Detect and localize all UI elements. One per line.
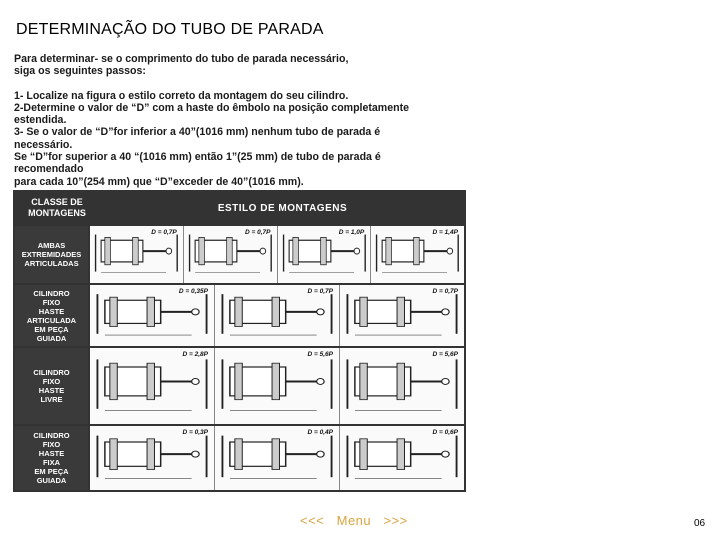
cylinder-illustration	[90, 348, 214, 424]
row-label: CILINDRO FIXO HASTE LIVRE	[15, 348, 88, 424]
stop-tube-formula: D = 5,6P	[307, 351, 333, 358]
mounting-diagram	[215, 285, 340, 346]
instruction-line: Se “D”for superior a 40 “(1016 mm) então 1”(25 mm) de tubo de parada é recomendado	[14, 151, 381, 176]
mounting-row	[13, 285, 466, 346]
mounting-diagram	[215, 426, 340, 490]
mounting-diagram	[340, 348, 464, 424]
mounting-row	[13, 348, 466, 424]
stop-tube-formula: D = 0,7P	[432, 288, 458, 295]
header-mounting-style: ESTILO DE MONTAGENS	[101, 192, 464, 224]
mounting-diagram	[215, 348, 340, 424]
mounting-table	[13, 190, 466, 492]
next-link[interactable]: >>>	[383, 513, 408, 528]
instruction-line: 3- Se o valor de “D”for inferior a 40”(1016 mm) nenhum tubo de parada é necessário.	[14, 126, 381, 151]
mounting-row	[13, 426, 466, 490]
stop-tube-formula: D = 0,7P	[245, 229, 271, 236]
stop-tube-formula: D = 2,8P	[182, 351, 208, 358]
instructions-text	[14, 53, 439, 188]
navigation	[300, 513, 408, 528]
row-diagrams	[90, 226, 464, 283]
stop-tube-formula: D = 0,6P	[432, 429, 458, 436]
stop-tube-formula: D = 1,4P	[432, 229, 458, 236]
mounting-diagram	[90, 226, 184, 283]
menu-link[interactable]: Menu	[336, 513, 372, 528]
stop-tube-formula: D = 0,7P	[151, 229, 177, 236]
mounting-row	[13, 226, 466, 283]
header-mounting-class: CLASSE DE MONTAGENS	[15, 192, 99, 224]
mounting-diagram	[90, 426, 215, 490]
mounting-diagram	[184, 226, 278, 283]
row-label: AMBAS EXTREMIDADES ARTICULADAS	[15, 226, 88, 283]
mounting-diagram	[340, 285, 464, 346]
stop-tube-formula: D = 1,0P	[338, 229, 365, 236]
prev-link[interactable]: <<<	[300, 513, 325, 528]
cylinder-illustration	[215, 348, 339, 424]
stop-tube-formula: D = 0,3P	[182, 429, 208, 436]
stop-tube-formula: D = 0,35P	[178, 288, 208, 295]
stop-tube-formula: D = 0,7P	[307, 288, 333, 295]
row-diagrams	[90, 426, 464, 490]
page-number: 06	[694, 518, 706, 529]
instruction-line: 2-Determine o valor de “D” com a haste do êmbolo na posição completamente estendida.	[14, 101, 410, 127]
slide-title: DETERMINAÇÃO DO TUBO DE PARADA	[16, 21, 324, 38]
row-diagrams	[90, 348, 464, 424]
mounting-diagram	[340, 426, 464, 490]
stop-tube-formula: D = 0,4P	[307, 429, 333, 436]
mounting-diagram	[278, 226, 372, 283]
row-label: CILINDRO FIXO HASTE FIXA EM PEÇA GUIADA	[15, 426, 88, 490]
mounting-diagram	[90, 348, 215, 424]
stop-tube-formula: D = 5,6P	[432, 351, 458, 358]
mounting-diagram	[90, 285, 215, 346]
instruction-line: Para determinar- se o comprimento do tubo de parada necessário,	[14, 53, 349, 65]
instruction-line: para cada 10”(254 mm) que “D”exceder de 40”(1016 mm).	[14, 175, 304, 188]
cylinder-illustration	[340, 348, 464, 424]
instruction-line: siga os seguintes passos:	[14, 65, 146, 78]
row-label: CILINDRO FIXO HASTE ARTICULADA EM PEÇA GUIADA	[15, 285, 88, 346]
mounting-diagram	[371, 226, 464, 283]
instruction-line: 1- Localize na figura o estilo correto da montagem do seu cilindro.	[14, 89, 349, 102]
row-diagrams	[90, 285, 464, 346]
